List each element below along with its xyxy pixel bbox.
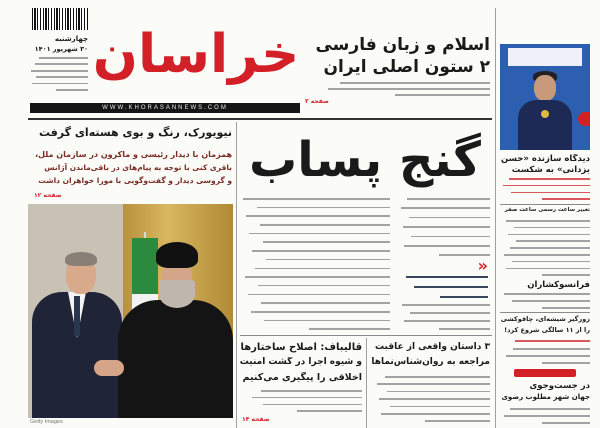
text-line — [542, 362, 590, 364]
text-line — [387, 391, 490, 393]
wrestler-body — [518, 100, 572, 150]
text-line — [260, 224, 390, 226]
text-line — [506, 220, 590, 222]
text-line — [407, 198, 490, 200]
text-line — [410, 312, 490, 314]
dateline-details — [30, 57, 88, 91]
text-line — [248, 294, 390, 296]
text-line — [39, 57, 88, 59]
text-line — [404, 245, 490, 247]
text-line — [263, 404, 362, 406]
column-divider-middle — [366, 338, 367, 428]
sidebar-divider — [495, 8, 496, 428]
wrestler-summary — [502, 178, 590, 200]
text-line — [514, 227, 590, 229]
text-line — [379, 398, 490, 400]
text-line — [263, 241, 390, 243]
wrestler-caption-line[interactable]: دیدگاه سازنده «حسن — [500, 154, 590, 164]
psychology-headline-line[interactable]: ۳ داستان واقعی از عاقبت — [375, 342, 490, 352]
robbery-body — [502, 348, 590, 364]
nuclear-deck-line: همزمان با دیدار رئیسی و ماکرون در سازمان ملل، — [35, 150, 232, 159]
clock-change-headline[interactable]: تغییر ساعت رسمی ساعت صفر — [504, 207, 590, 213]
robbery-summary — [502, 340, 590, 342]
sidebar-rule — [500, 312, 590, 313]
text-line — [258, 285, 390, 287]
text-line — [381, 413, 490, 415]
text-line — [508, 234, 590, 236]
top-story-page-ref[interactable]: صفحه ۳ — [305, 98, 329, 105]
text-line — [409, 217, 490, 219]
photo-credit: Getty Images — [30, 419, 63, 425]
lead-body-right — [398, 198, 490, 256]
text-line — [261, 302, 390, 304]
text-line — [516, 240, 590, 242]
text-line — [255, 268, 390, 270]
lead-headline[interactable]: گنج پساب — [249, 132, 481, 188]
top-story-body — [318, 82, 490, 96]
robbery-headline-line[interactable]: زورگیر شیشه‌ای، چاقوکشی — [500, 315, 590, 323]
text-line — [402, 304, 490, 306]
text-line — [510, 408, 590, 410]
text-line — [509, 178, 590, 180]
text-line — [251, 311, 390, 313]
text-line — [340, 82, 490, 84]
text-line — [249, 233, 390, 235]
text-line — [31, 70, 88, 72]
website-strip: WWW.KHORASANNEWS.COM — [30, 103, 300, 113]
text-line — [542, 274, 590, 276]
text-line — [257, 207, 390, 209]
sidebar-item-body — [502, 293, 590, 309]
text-line — [328, 88, 490, 90]
text-line — [504, 254, 590, 256]
text-line — [515, 340, 590, 342]
barcode — [32, 8, 88, 30]
text-line — [246, 215, 390, 217]
qalibaf-body — [244, 390, 362, 412]
nuclear-deck-line: و گروسی دیدار و گفت‌وگویی با مورا خواهران داشت — [38, 176, 232, 185]
handshake — [94, 360, 124, 376]
text-line — [377, 383, 490, 385]
pull-quote-mark: « — [477, 256, 488, 275]
text-line — [36, 76, 88, 78]
text-line — [395, 94, 490, 96]
text-line — [385, 376, 490, 378]
text-line — [404, 320, 490, 322]
macron-hair — [65, 252, 97, 266]
lead-body-right-2 — [398, 304, 490, 330]
qalibaf-page-ref[interactable]: صفحه ۱۴ — [242, 416, 270, 423]
raisi-turban — [156, 242, 198, 268]
text-line — [35, 63, 88, 65]
text-line — [403, 226, 490, 228]
text-line — [506, 268, 590, 270]
text-line — [401, 207, 490, 209]
clock-change-body — [502, 220, 590, 276]
text-line — [252, 397, 362, 399]
text-line — [425, 420, 490, 422]
text-line — [252, 250, 390, 252]
text-line — [32, 83, 88, 85]
section-label-bar — [514, 369, 576, 377]
middle-rule — [240, 335, 492, 336]
top-story-headline-1[interactable]: اسلام و زبان فارسی — [315, 35, 490, 55]
wrestler-photo — [500, 44, 590, 150]
raisi-macron-photo — [28, 204, 233, 418]
sidebar-rule — [500, 204, 590, 205]
wrestler-caption-line[interactable]: یزدانی» به شکست — [511, 165, 590, 175]
text-line — [542, 307, 590, 309]
text-line — [56, 89, 88, 91]
pull-quote-text — [400, 276, 488, 298]
razavi-body — [502, 408, 590, 424]
wrestler-head — [534, 75, 556, 101]
text-line — [309, 328, 390, 330]
text-line — [504, 415, 590, 417]
text-line — [245, 276, 390, 278]
text-line — [511, 192, 590, 194]
text-line — [439, 328, 490, 330]
qalibaf-headline-line[interactable]: اخلاقی را پیگیری می‌کنیم — [242, 372, 362, 383]
razavi-headline-line[interactable]: جهان شهر مطلوب رضوی — [501, 393, 590, 401]
text-line — [411, 236, 490, 238]
column-divider-left — [236, 122, 237, 428]
psychology-body — [372, 376, 490, 422]
macron-tie — [74, 296, 80, 336]
text-line — [406, 276, 488, 278]
psychology-headline-line[interactable]: مراجعه به روان‌شناس‌نماها — [371, 357, 490, 367]
lead-body-left — [242, 198, 390, 330]
robbery-headline-line[interactable]: را از ۱۱ سالگی شروع کرد! — [504, 326, 590, 334]
masthead-logo: خراسان — [92, 24, 300, 85]
text-line — [261, 390, 362, 392]
qalibaf-headline-line[interactable]: قالیباف: اصلاح ساختارها — [240, 342, 362, 353]
text-line — [512, 300, 590, 302]
text-line — [512, 261, 590, 263]
text-line — [506, 355, 590, 357]
text-line — [414, 286, 488, 288]
event-banner — [508, 48, 582, 66]
qalibaf-headline-line[interactable]: و شیوه اجرا در گشت امنیت — [240, 357, 362, 367]
dateline-date: ۳۰ شهریور ۱۴۰۱ — [34, 45, 88, 53]
text-line — [297, 410, 362, 412]
header-rule — [28, 118, 492, 120]
dateline-weekday: چهارشنبه — [54, 35, 88, 43]
nuclear-headline[interactable]: نیویورک، رنگ و بوی هسته‌ای گرفت — [38, 126, 232, 139]
razavi-headline-line[interactable]: در جست‌وجوی — [529, 381, 590, 391]
text-line — [503, 185, 590, 187]
raisi-robe — [118, 300, 233, 418]
text-line — [510, 247, 590, 249]
text-line — [243, 198, 390, 200]
text-line — [504, 293, 590, 295]
section-badge — [578, 112, 590, 126]
nuclear-deck-line: باقری کنی با توجه به پیام‌های در باقی‌ماندن آژانس — [44, 163, 232, 172]
text-line — [542, 422, 590, 424]
text-line — [264, 320, 390, 322]
medal — [541, 110, 549, 118]
text-line — [542, 198, 590, 200]
nuclear-page-ref[interactable]: صفحه ۱۲ — [34, 192, 62, 199]
raisi-beard — [159, 280, 195, 308]
text-line — [390, 406, 490, 408]
text-line — [266, 259, 390, 261]
top-story-headline-2[interactable]: ۲ ستون اصلی ایران — [323, 57, 490, 77]
text-line — [440, 296, 488, 298]
sidebar-item-headline[interactable]: فرانسوکشاران — [527, 280, 590, 290]
text-line — [513, 348, 590, 350]
